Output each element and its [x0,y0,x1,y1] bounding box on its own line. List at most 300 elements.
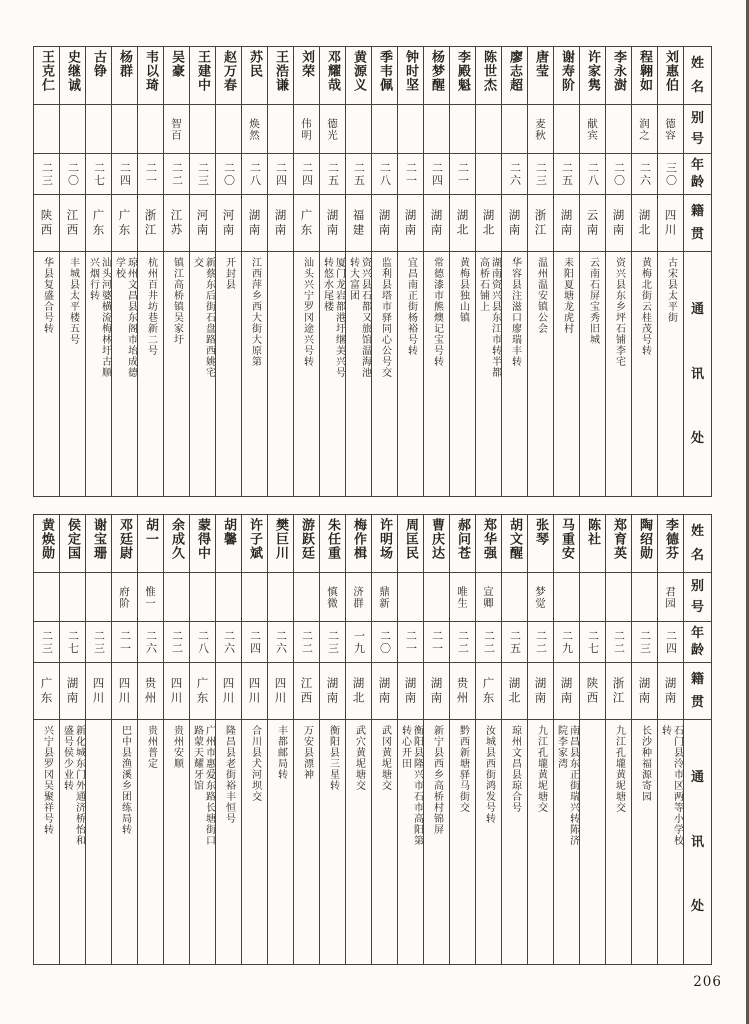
entry-address-text: 汝城县西街鸿发号转 [483,725,495,824]
entry-age-cell [34,154,59,194]
entry-origin-text: 四川 [247,676,262,706]
entry-address-text: 常德漆市熊燠记宝号转 [431,257,443,367]
entry-name-cell [450,47,475,104]
entry-alias-cell [112,573,137,621]
entry-origin-text: 湖南 [507,208,522,238]
entry-name-cell [528,515,553,572]
entry-address-text: 宜昌南正街杨裕号转 [405,257,417,356]
entry-origin-text: 四川 [117,676,132,706]
entry-address-cell [606,252,631,496]
entry-address-text: 兴宁县罗冈吴聚祥号转 [41,725,53,835]
entry-name-text: 李永澍 [611,50,626,92]
entry-address-text: 武冈黄坭塘交 [379,725,391,791]
entry-address-cell [294,720,319,964]
entry-origin-text: 湖北 [481,208,496,238]
entry-address-cell [372,252,397,496]
entry-origin-cell [554,663,579,719]
entry-origin-cell [450,663,475,719]
entry-alias-text: 惟一 [144,585,156,609]
entry-address-text: 黔西新塘驿马街交 [457,725,469,813]
entry-alias-cell [86,105,111,153]
entry-age-cell [398,154,423,194]
entry-alias-cell [372,105,397,153]
entry-age-text: 二二 [612,629,626,655]
entry-address-text: 长沙种福源寄园 [639,725,651,802]
entry-address-cell [528,720,553,964]
entry-age-text: 三〇 [664,161,678,187]
entry-name-cell [632,515,657,572]
entry-name-cell [112,47,137,104]
entry-age-cell [112,622,137,662]
entry-address-cell [346,720,371,964]
entry-origin-cell [346,663,371,719]
entry-age-text: 二三 [40,629,54,655]
entry-address-text: 衡阳县三星转 [327,725,339,791]
entry-address-cell [398,252,423,496]
entry-origin-cell [320,195,345,251]
entry-origin-text: 河南 [195,208,210,238]
entry-alias-cell [424,573,449,621]
entry-address-text: 广州市惠爱东路长塘街口路蒙天耀牙馆 [191,725,215,846]
row-header-address [684,720,711,964]
entry-name-text: 郑华强 [481,518,496,560]
entry-age-text: 二三 [638,629,652,655]
entry-origin-text: 湖北 [351,676,366,706]
entry-origin-text: 湖北 [455,208,470,238]
entry-address-cell [632,720,657,964]
entry-alias-text: 麦秋 [534,117,546,141]
entry-age-cell [398,622,423,662]
entry-address-text: 湖南资兴县东江市转半都高桥石铺上 [477,257,501,378]
entry-name-cell [554,515,579,572]
entry-origin-cell [346,195,371,251]
entry-name-text: 古铮 [91,50,106,78]
entry-origin-cell [580,663,605,719]
entry-origin-text: 陕西 [585,676,600,706]
entry-origin-cell [190,663,215,719]
entry-alias-text: 智百 [170,117,182,141]
entry-origin-cell [242,663,267,719]
entry-origin-text: 广东 [91,208,106,238]
entry-name-text: 李德芬 [663,518,678,560]
entry-address-cell [398,720,423,964]
entry-name-text: 胡馨 [221,518,236,546]
entry-address-cell [164,252,189,496]
entry-age-cell [138,154,163,194]
entry-address-cell [502,252,527,496]
entry-origin-text: 江西 [65,208,80,238]
entry-age-text: 二六 [144,629,158,655]
entry-name-cell [242,47,267,104]
entry-name-text: 刘荣 [299,50,314,78]
entry-name-text: 郑育英 [611,518,626,560]
entry-origin-text: 湖南 [247,208,262,238]
entry-name-text: 许子斌 [247,518,262,560]
entry-origin-text: 广东 [117,208,132,238]
entry-name-cell [138,515,163,572]
entry-age-text: 二六 [638,161,652,187]
entry-name-text: 程翱如 [637,50,652,92]
entry-address-cell [554,720,579,964]
entry-origin-cell [294,663,319,719]
entry-age-cell [606,154,631,194]
entry-alias-cell [580,573,605,621]
entry-alias-cell [658,105,683,153]
entry-alias-cell [632,105,657,153]
entry-address-text: 监利县塔市驿同心公号交 [379,257,391,378]
entry-alias-cell [632,573,657,621]
entry-origin-cell [528,195,553,251]
entry-address-cell [86,720,111,964]
row-header-char: 贯 [690,227,704,242]
entry-name-cell [606,47,631,104]
entry-age-cell [60,622,85,662]
entry-alias-cell [424,105,449,153]
entry-name-cell [632,47,657,104]
entry-name-text: 韦以琦 [143,50,158,92]
entry-origin-text: 湖北 [507,676,522,706]
entry-address-text: 镇江高桥镇吴家圩 [171,257,183,345]
entry-age-text: 二一 [404,629,418,655]
entry-origin-text: 贵州 [143,676,158,706]
entry-alias-cell [86,573,111,621]
entry-name-text: 廖志超 [507,50,522,92]
entry-alias-text: 德光 [326,117,338,141]
entry-address-cell [528,252,553,496]
entry-name-cell [268,47,293,104]
entry-age-cell [424,154,449,194]
entry-address-text: 万安县漂神 [301,725,313,780]
entry-origin-cell [86,195,111,251]
entry-address-cell [476,720,501,964]
entry-age-cell [606,622,631,662]
row-header-char: 号 [690,599,704,615]
entry-age-text: 二三 [196,161,210,187]
entry-address-text: 江西萍乡西大街大原第 [249,257,261,367]
entry-name-text: 许明场 [377,518,392,560]
entry-origin-cell [112,195,137,251]
entry-name-text: 陶绍勋 [637,518,652,560]
entry-address-cell [658,252,683,496]
entry-name-cell [112,515,137,572]
entry-name-text: 陈世杰 [481,50,496,92]
entry-age-cell [632,154,657,194]
entry-origin-cell [528,663,553,719]
entry-alias-cell [450,573,475,621]
entry-age-text: 二六 [274,629,288,655]
row-header-char: 龄 [690,643,704,659]
entry-age-cell [216,622,241,662]
entry-name-cell [606,515,631,572]
entry-origin-text: 江西 [299,676,314,706]
entry-age-text: 二二 [482,629,496,655]
entry-origin-text: 云南 [585,208,600,238]
entry-address-cell [372,720,397,964]
entry-age-cell [190,154,215,194]
entry-alias-cell [372,573,397,621]
entry-alias-cell [34,105,59,153]
entry-address-cell [606,720,631,964]
entry-alias-cell [528,573,553,621]
row-header-origin [684,663,711,719]
entry-age-text: 二八 [378,161,392,187]
entry-origin-text: 湖南 [325,208,340,238]
entry-address-cell [268,252,293,496]
entry-alias-cell [190,105,215,153]
entry-address-cell [60,252,85,496]
entry-address-cell [60,720,85,964]
row-header-char: 年 [690,157,704,173]
entry-age-text: 二五 [560,161,574,187]
entry-address-cell [450,720,475,964]
entry-address-cell [424,252,449,496]
entry-alias-cell [112,105,137,153]
entry-name-cell [424,515,449,572]
entry-origin-cell [60,663,85,719]
entry-origin-text: 湖北 [637,208,652,238]
entry-name-text: 谢宝珊 [91,518,106,560]
entry-address-cell [190,720,215,964]
entry-age-cell [320,622,345,662]
entry-origin-text: 湖南 [377,676,392,706]
entry-alias-cell [268,105,293,153]
row-header-name [684,47,711,104]
entry-alias-cell [398,573,423,621]
entry-alias-cell [190,573,215,621]
entry-address-text: 温州温安镇公会 [535,257,547,334]
entry-age-cell [502,154,527,194]
entry-origin-text: 湖南 [403,676,418,706]
entry-origin-cell [294,195,319,251]
entry-age-cell [112,154,137,194]
entry-alias-cell [164,573,189,621]
entry-age-text: 二五 [326,161,340,187]
entry-name-text: 朱任重 [325,518,340,560]
entry-name-cell [268,515,293,572]
entry-address-text: 华县复盛合号转 [41,257,53,334]
entry-alias-cell [346,105,371,153]
entry-origin-text: 湖南 [637,676,652,706]
entry-name-cell [86,47,111,104]
entry-age-text: 二六 [508,161,522,187]
entry-age-text: 二六 [222,629,236,655]
entry-age-cell [450,622,475,662]
entry-address-text: 九江孔壠黄坭塘交 [535,725,547,813]
row-header-char: 名 [690,547,704,563]
entry-origin-cell [554,195,579,251]
entry-age-cell [346,622,371,662]
entry-origin-cell [34,195,59,251]
entry-name-text: 苏民 [247,50,262,78]
entry-origin-cell [658,663,683,719]
entry-age-cell [86,622,111,662]
entry-age-text: 二〇 [66,161,80,187]
entry-address-cell [632,252,657,496]
entry-age-text: 二七 [92,161,106,187]
row-header-char: 姓 [690,524,704,540]
entry-age-text: 二八 [248,161,262,187]
entry-name-text: 马重安 [559,518,574,560]
entry-origin-cell [398,663,423,719]
entry-origin-text: 浙江 [611,676,626,706]
entry-address-text: 武穴黄坭塘交 [353,725,365,791]
entry-address-text: 汕头兴宁罗冈途兴号转 [301,257,313,367]
entry-origin-text: 江苏 [169,208,184,238]
row-header-origin [684,195,711,251]
entry-name-cell [398,47,423,104]
entry-address-cell [112,720,137,964]
entry-name-text: 曹庆达 [429,518,444,560]
entry-age-cell [658,622,683,662]
entry-origin-cell [632,195,657,251]
entry-alias-cell [502,105,527,153]
entry-address-cell [450,252,475,496]
entry-origin-cell [138,663,163,719]
entry-address-text: 杭州百井坊巷新二号 [145,257,157,356]
entry-alias-cell [60,105,85,153]
entry-age-cell [86,154,111,194]
entry-address-text: 黄梅县独山镇 [457,257,469,323]
entry-alias-cell [346,573,371,621]
entry-origin-text: 湖南 [65,676,80,706]
entry-address-text: 贵州安顺 [171,725,183,769]
entry-name-cell [346,515,371,572]
entry-alias-cell [450,105,475,153]
row-header-char: 名 [690,79,704,95]
entry-origin-cell [424,195,449,251]
entry-alias-cell [216,573,241,621]
entry-age-text: 二三 [534,161,548,187]
entry-address-cell [242,720,267,964]
entry-age-text: 二一 [404,161,418,187]
entry-alias-cell [138,105,163,153]
entry-age-text: 二五 [508,629,522,655]
entry-alias-cell [606,573,631,621]
entry-origin-text: 广东 [195,676,210,706]
entry-address-text: 云南石屏宝秀旧城 [587,257,599,345]
entry-age-cell [346,154,371,194]
entry-age-text: 二二 [170,629,184,655]
entry-age-text: 二一 [144,161,158,187]
row-header-alias [684,105,711,153]
entry-origin-text: 四川 [663,208,678,238]
entry-address-cell [242,252,267,496]
entry-age-cell [424,622,449,662]
entry-name-text: 梅作楫 [351,518,366,560]
entry-address-cell [216,720,241,964]
entry-age-cell [138,622,163,662]
page-number: 206 [693,974,722,990]
entry-origin-cell [476,663,501,719]
entry-name-cell [216,515,241,572]
entry-origin-text: 湖南 [559,676,574,706]
entry-age-text: 二五 [352,161,366,187]
entry-origin-cell [424,663,449,719]
entry-origin-text: 河南 [221,208,236,238]
entry-address-text: 资兴县东乡坪石铺李宅 [613,257,625,367]
entry-name-text: 史继诚 [65,50,80,92]
entry-alias-cell [476,573,501,621]
entry-name-text: 邓耀哉 [325,50,340,92]
entry-name-cell [60,47,85,104]
row-header-char: 籍 [690,204,704,219]
entry-address-cell [580,720,605,964]
entry-address-cell [320,720,345,964]
entry-age-cell [580,154,605,194]
entry-alias-cell [320,573,345,621]
entry-alias-cell [554,573,579,621]
entry-address-text: 贵州普定 [145,725,157,769]
entry-age-text: 二四 [118,161,132,187]
entry-age-text: 二二 [534,629,548,655]
entry-name-text: 王浩谦 [273,50,288,92]
entry-name-text: 蒙得中 [195,518,210,560]
entry-origin-text: 贵州 [455,676,470,706]
entry-name-cell [60,515,85,572]
entry-name-cell [294,515,319,572]
entry-name-cell [320,515,345,572]
entry-age-text: 二一 [430,629,444,655]
entry-address-text: 新化城东门外通济桥怡和盛号侯少业转 [61,725,85,846]
entry-age-cell [294,154,319,194]
entry-age-cell [658,154,683,194]
entry-origin-cell [580,195,605,251]
entry-name-cell [34,515,59,572]
entry-age-cell [528,622,553,662]
entry-address-text: 新宁县西乡高桥村锦屏 [431,725,443,835]
row-header-char: 贯 [690,695,704,710]
entry-address-cell [554,252,579,496]
entry-alias-text: 德容 [664,117,676,141]
entry-name-cell [450,515,475,572]
entry-origin-cell [372,195,397,251]
entry-address-text: 耒阳夏塘龙虎村 [561,257,573,334]
entry-origin-text: 四川 [273,676,288,706]
entry-alias-cell [580,105,605,153]
entry-name-text: 刘惠伯 [663,50,678,92]
entry-name-text: 钟时坚 [403,50,418,92]
entry-address-cell [580,252,605,496]
row-header-char: 龄 [690,175,704,191]
entry-name-text: 杨群 [117,50,132,78]
entry-name-cell [34,47,59,104]
entry-alias-cell [606,105,631,153]
entry-alias-text: 伟明 [300,117,312,141]
entry-name-cell [346,47,371,104]
entry-origin-text: 湖南 [611,208,626,238]
entry-age-cell [268,154,293,194]
entry-address-text: 隆昌县老街裕丰恒号 [223,725,235,824]
entry-alias-text: 唯生 [456,585,468,609]
entry-origin-text: 湖南 [429,676,444,706]
entry-alias-cell [528,105,553,153]
entry-address-cell [34,720,59,964]
entry-name-text: 黄源义 [351,50,366,92]
entry-age-text: 二一 [118,629,132,655]
entry-name-cell [502,47,527,104]
entry-age-text: 二二 [456,629,470,655]
entry-age-text: 二〇 [378,629,392,655]
row-header-char: 讯 [690,366,704,382]
entry-name-cell [658,47,683,104]
entry-origin-cell [112,663,137,719]
directory-table-lower [33,514,712,965]
entry-age-cell [528,154,553,194]
entry-age-text: 二三 [326,629,340,655]
row-header-char: 通 [690,770,704,786]
entry-address-text: 琼州文昌县东阁市坮成德学校 [113,257,137,378]
row-header-char: 别 [690,579,704,595]
